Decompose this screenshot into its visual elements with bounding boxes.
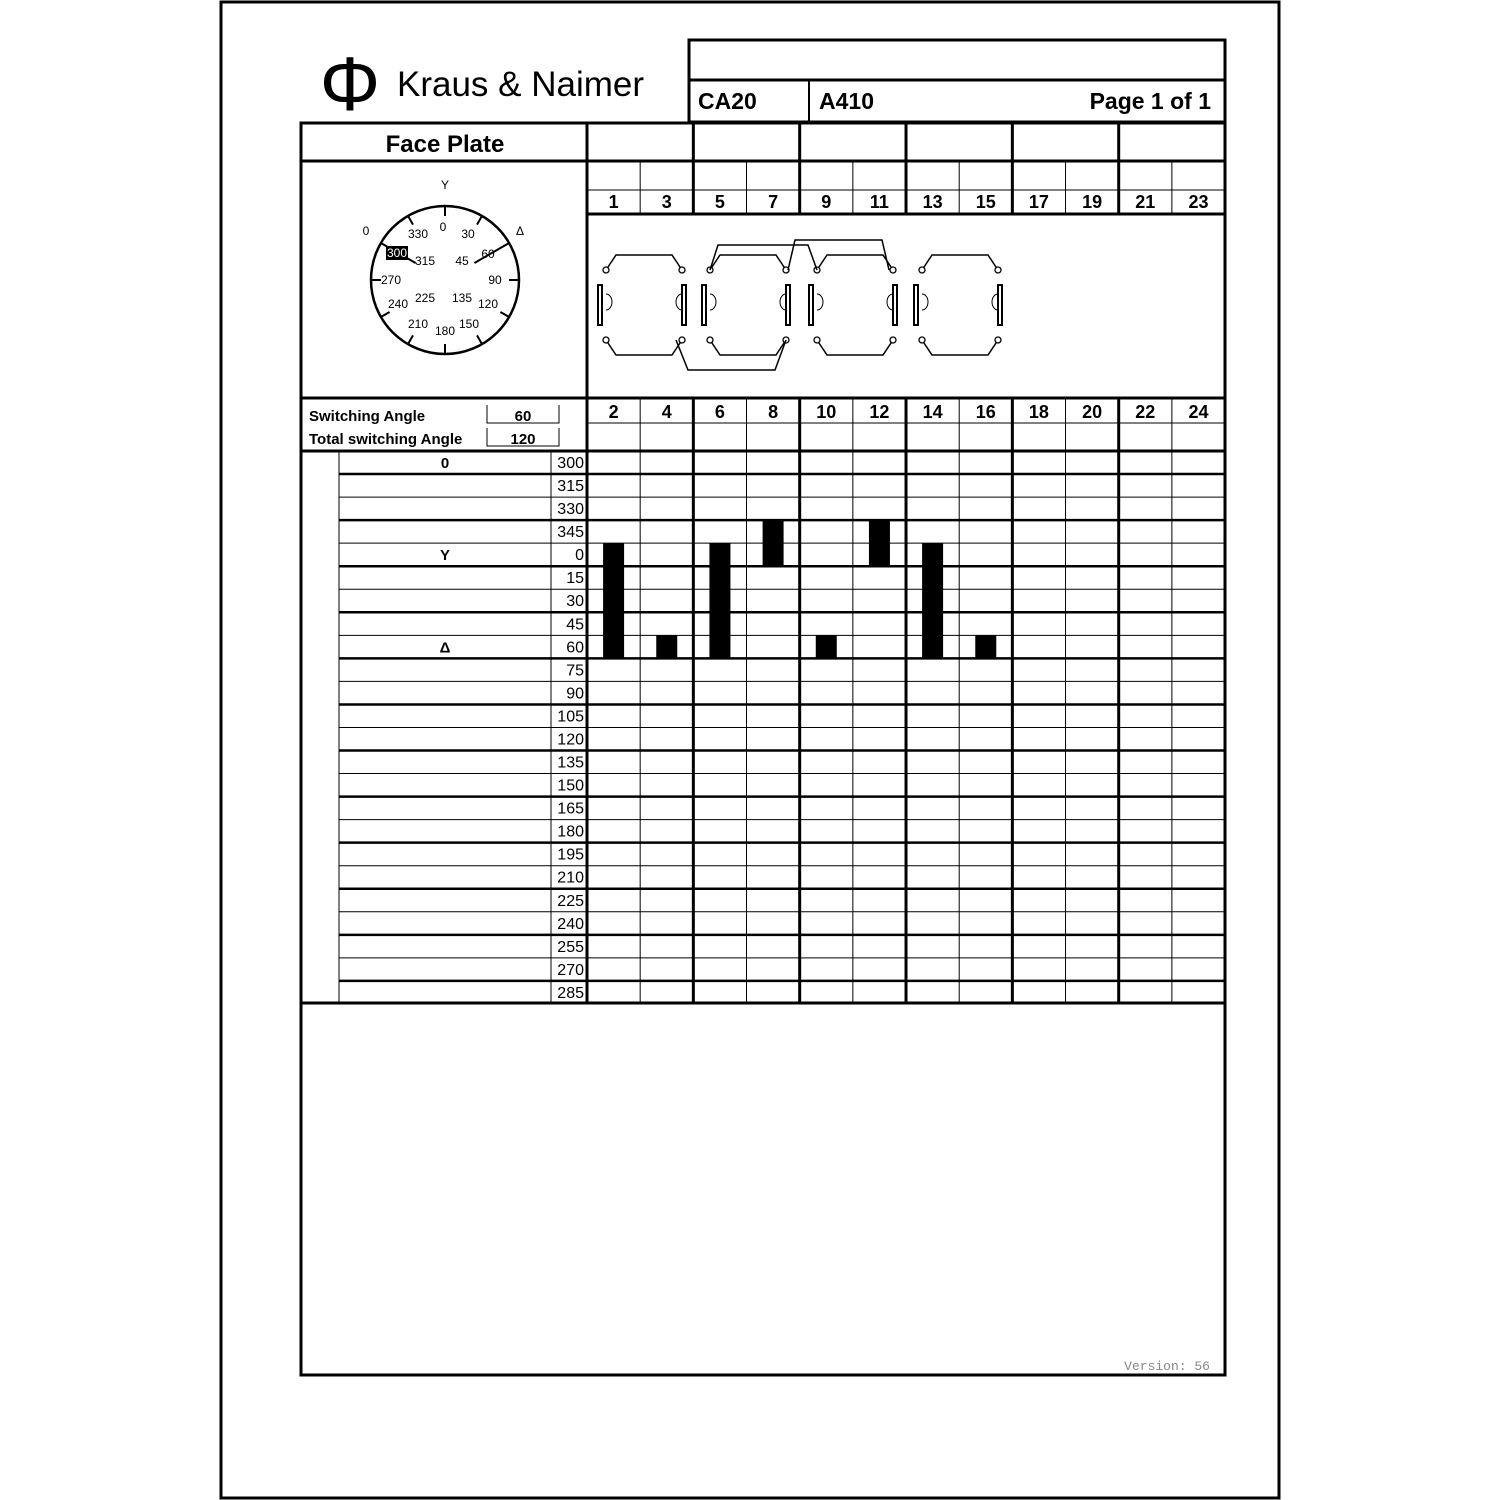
dial-label: 60	[481, 247, 495, 261]
angle-row-120: 120	[557, 731, 584, 749]
contact-plate	[702, 285, 706, 325]
contact-plate	[809, 285, 813, 325]
position-label: Δ	[439, 639, 451, 657]
angle-row-345: 345	[557, 524, 584, 542]
angle-row-75: 75	[566, 662, 584, 680]
terminal-bottom-6: 6	[714, 402, 725, 422]
angle-row-330: 330	[557, 501, 584, 519]
contact-arc	[606, 294, 612, 310]
contact-bridge	[710, 255, 786, 270]
terminal-bottom-18: 18	[1028, 402, 1049, 422]
terminal-bottom-24: 24	[1188, 402, 1209, 422]
dial-left-label: 0	[362, 224, 370, 238]
closed-contact-bar	[709, 543, 730, 658]
terminal-top-3: 3	[661, 192, 672, 212]
dial-tick	[381, 312, 390, 317]
contact-chamber-a	[598, 255, 686, 355]
terminal-bottom-4: 4	[661, 402, 672, 422]
angle-row-90: 90	[566, 685, 584, 703]
total-switching-angle-label: Total switching Angle	[309, 431, 463, 448]
terminal-point	[707, 337, 713, 343]
switching-angle-label: Switching Angle	[309, 408, 426, 425]
terminal-bottom-12: 12	[869, 402, 890, 422]
angle-row-225: 225	[557, 892, 584, 910]
terminal-top-9: 9	[821, 192, 832, 212]
closed-contact-bar	[603, 543, 624, 658]
terminal-bottom-16: 16	[975, 402, 996, 422]
terminal-top-19: 19	[1082, 192, 1103, 212]
dial-label: 135	[451, 291, 473, 305]
terminal-top-23: 23	[1188, 192, 1209, 212]
angle-row-285: 285	[557, 984, 584, 1002]
terminal-point	[679, 267, 685, 273]
closed-contact-bar	[869, 520, 890, 566]
terminal-point	[890, 267, 896, 273]
brand-name: Kraus & Naimer	[397, 65, 645, 104]
terminal-bottom-10: 10	[816, 402, 837, 422]
contact-plate	[682, 285, 686, 325]
contact-circuit-diagram	[598, 240, 1002, 370]
switching-angle-value: 60	[514, 408, 532, 425]
contact-plate	[893, 285, 897, 325]
angle-row-255: 255	[557, 938, 584, 956]
terminal-point	[919, 337, 925, 343]
angle-row-270: 270	[557, 961, 584, 979]
terminal-point	[603, 267, 609, 273]
contact-bridge	[922, 340, 998, 355]
terminal-bottom-22: 22	[1135, 402, 1156, 422]
contact-bridge	[710, 340, 786, 355]
angle-row-300: 300	[557, 455, 584, 472]
dial-label: 120	[477, 297, 499, 311]
brand-logo	[320, 42, 645, 127]
contact-bridge	[817, 255, 893, 270]
dial-label: 225	[414, 291, 436, 305]
dial-tick	[500, 312, 509, 317]
interconnect-line	[710, 245, 817, 270]
angle-row-165: 165	[557, 800, 584, 818]
face-plate-title: Face Plate	[385, 131, 505, 158]
dial-label: 270	[380, 273, 402, 287]
brand-symbol: Φ	[319, 42, 381, 127]
dial-label: 180	[434, 324, 456, 338]
dial-label: 30	[461, 227, 475, 241]
closed-contact-bar	[975, 635, 996, 658]
terminal-bottom-2: 2	[608, 402, 619, 422]
angle-row-30: 30	[566, 593, 584, 611]
angle-row-135: 135	[557, 754, 584, 772]
terminal-point	[679, 337, 685, 343]
terminal-top-13: 13	[922, 192, 943, 212]
angle-row-210: 210	[557, 869, 584, 887]
angle-row-195: 195	[557, 846, 584, 864]
contact-bridge	[606, 340, 682, 355]
dial-label: 210	[407, 317, 429, 331]
terminal-point	[919, 267, 925, 273]
main-frame	[301, 123, 1225, 1375]
contact-bridge	[922, 255, 998, 270]
terminal-top-15: 15	[975, 192, 996, 212]
dial-right-label: Δ	[515, 224, 525, 238]
terminal-point	[995, 337, 1001, 343]
dial-label: 45	[455, 254, 469, 268]
closed-contact-bar	[922, 543, 943, 658]
contact-bridge	[606, 255, 682, 270]
contact-plate	[786, 285, 790, 325]
dial-tick	[408, 335, 413, 344]
dial-label: 330	[407, 227, 429, 241]
dial-tick	[477, 335, 482, 344]
terminal-top-5: 5	[714, 192, 725, 212]
dial-tick	[408, 216, 413, 225]
terminal-bottom-8: 8	[768, 402, 779, 422]
total-switching-angle-value: 120	[510, 431, 536, 448]
angle-row-0: 0	[575, 547, 584, 565]
position-label: 0	[440, 455, 450, 472]
dial-label: 150	[458, 317, 480, 331]
version-label: Version: 56	[1124, 1359, 1210, 1374]
contact-chamber-d	[914, 255, 1002, 355]
angle-row-15: 15	[566, 570, 584, 588]
terminal-point	[995, 267, 1001, 273]
contact-plate	[914, 285, 918, 325]
contact-arc	[922, 294, 928, 310]
closed-contact-bar	[763, 520, 784, 566]
terminal-top-17: 17	[1028, 192, 1049, 212]
terminal-point	[890, 337, 896, 343]
title-block	[689, 40, 1225, 122]
contact-arc	[710, 294, 716, 310]
diagram-code: A410	[819, 88, 874, 114]
closed-contact-bar	[816, 635, 837, 658]
contact-arc	[817, 294, 823, 310]
closed-contact-bar	[656, 635, 677, 658]
terminal-point	[814, 337, 820, 343]
contact-bridge	[817, 340, 893, 355]
dial-top-label: Y	[440, 178, 450, 192]
dial-label: 315	[414, 254, 436, 268]
position-label: Y	[439, 547, 451, 565]
terminal-top-21: 21	[1135, 192, 1156, 212]
terminal-top-7: 7	[768, 192, 779, 212]
angle-row-315: 315	[557, 478, 584, 496]
page-number: Page 1 of 1	[1089, 88, 1211, 114]
dial-label: 300	[386, 246, 408, 260]
face-plate-dial	[363, 178, 524, 354]
terminal-point	[603, 337, 609, 343]
dial-tick	[477, 216, 482, 225]
contact-chamber-b	[702, 255, 790, 355]
dial-label: 0	[439, 220, 447, 234]
contact-plate	[998, 285, 1002, 325]
terminal-top-11: 11	[869, 192, 889, 212]
angle-row-180: 180	[557, 823, 584, 841]
angle-row-105: 105	[557, 708, 584, 726]
terminal-bottom-14: 14	[922, 402, 943, 422]
dial-label: 90	[488, 273, 502, 287]
contact-chamber-c	[809, 255, 897, 355]
terminal-top-1: 1	[608, 192, 619, 212]
angle-row-240: 240	[557, 915, 584, 933]
series-code: CA20	[698, 88, 757, 114]
angle-row-45: 45	[566, 616, 584, 634]
dial-label: 240	[387, 297, 409, 311]
angle-row-150: 150	[557, 777, 584, 795]
switching-angle-info	[309, 405, 559, 448]
contact-plate	[598, 285, 602, 325]
terminal-bottom-20: 20	[1082, 402, 1103, 422]
angle-row-60: 60	[566, 639, 584, 657]
